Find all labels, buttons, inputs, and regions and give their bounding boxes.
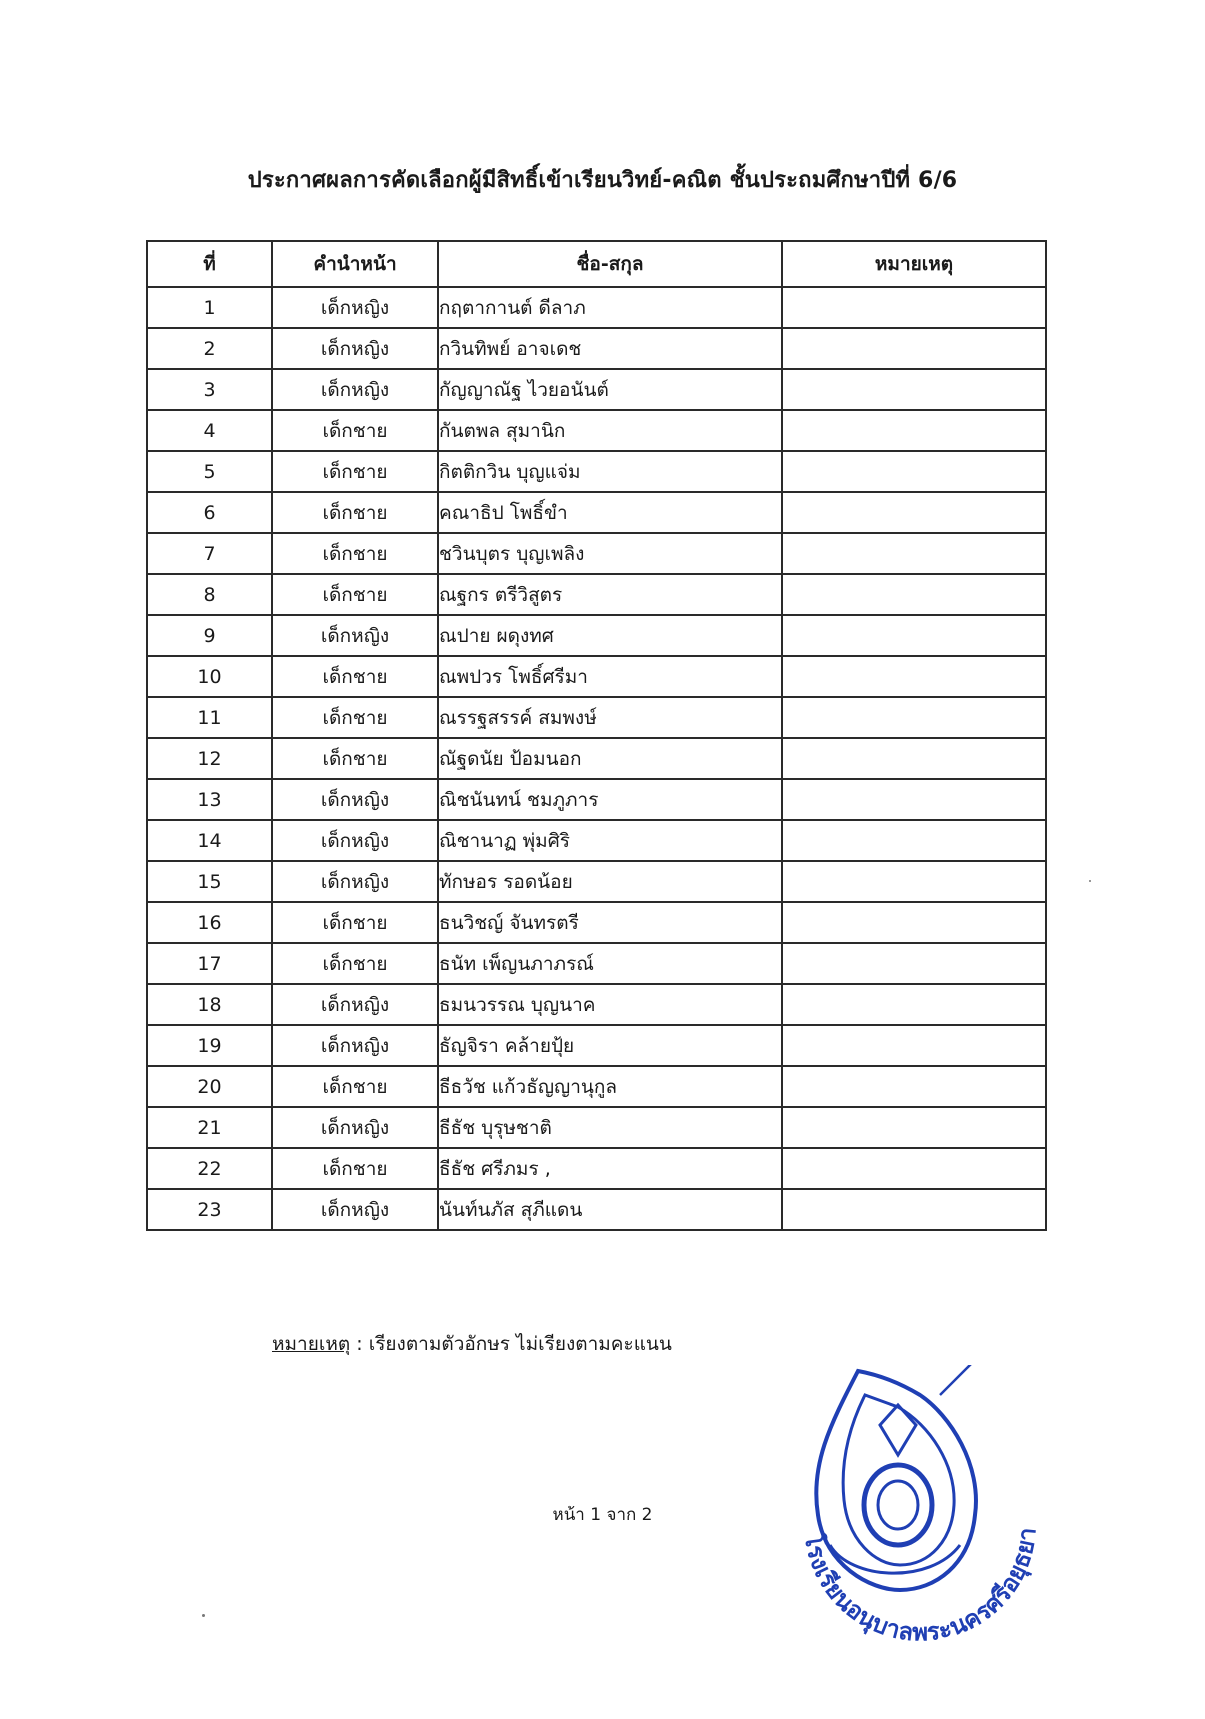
row-number: 20 xyxy=(147,1066,272,1107)
row-remark xyxy=(782,861,1046,902)
row-number: 4 xyxy=(147,410,272,451)
row-remark xyxy=(782,738,1046,779)
table-row xyxy=(147,820,1046,861)
row-remark xyxy=(782,328,1046,369)
row-prefix: เด็กหญิง xyxy=(272,779,438,820)
row-prefix: เด็กชาย xyxy=(272,410,438,451)
row-full-name: นันท์นภัส สุภีแดน xyxy=(438,1189,782,1230)
row-remark xyxy=(782,943,1046,984)
row-prefix: เด็กหญิง xyxy=(272,820,438,861)
table-row xyxy=(147,1025,1046,1066)
table-body xyxy=(147,287,1046,1230)
row-prefix: เด็กหญิง xyxy=(272,1107,438,1148)
row-full-name: ธีธัช บุรุษชาติ xyxy=(438,1107,782,1148)
row-remark xyxy=(782,1189,1046,1230)
table-row xyxy=(147,615,1046,656)
row-remark xyxy=(782,492,1046,533)
row-number: 5 xyxy=(147,451,272,492)
row-full-name: ณฐกร ตรีวิสูตร xyxy=(438,574,782,615)
footnote-text: เรียงตามตัวอักษร ไม่เรียงตามคะแนน xyxy=(368,1333,672,1355)
row-number: 8 xyxy=(147,574,272,615)
row-full-name: กัญญาณัฐ ไวยอนันต์ xyxy=(438,369,782,410)
row-remark xyxy=(782,574,1046,615)
header-number: ที่ xyxy=(147,241,272,287)
row-prefix: เด็กชาย xyxy=(272,574,438,615)
row-remark xyxy=(782,1025,1046,1066)
row-remark xyxy=(782,533,1046,574)
row-full-name: ธีธัช ศรีภมร , xyxy=(438,1148,782,1189)
row-number: 2 xyxy=(147,328,272,369)
table-row xyxy=(147,656,1046,697)
row-prefix: เด็กหญิง xyxy=(272,984,438,1025)
row-number: 7 xyxy=(147,533,272,574)
row-full-name: ณิชานาฏ พุ่มศิริ xyxy=(438,820,782,861)
row-number: 6 xyxy=(147,492,272,533)
row-full-name: ณัฐดนัย ป้อมนอก xyxy=(438,738,782,779)
results-table xyxy=(146,240,1047,1231)
row-number: 18 xyxy=(147,984,272,1025)
row-number: 14 xyxy=(147,820,272,861)
row-prefix: เด็กหญิง xyxy=(272,328,438,369)
row-remark xyxy=(782,779,1046,820)
footnote xyxy=(272,1329,672,1359)
row-prefix: เด็กชาย xyxy=(272,738,438,779)
row-prefix: เด็กชาย xyxy=(272,1066,438,1107)
row-full-name: กวินทิพย์ อาจเดช xyxy=(438,328,782,369)
row-full-name: ธัญจิรา คล้ายปุ้ย xyxy=(438,1025,782,1066)
row-full-name: กันตพล สุมานิก xyxy=(438,410,782,451)
table-row xyxy=(147,410,1046,451)
row-prefix: เด็กชาย xyxy=(272,697,438,738)
row-number: 3 xyxy=(147,369,272,410)
table-header-row xyxy=(147,241,1046,287)
row-number: 11 xyxy=(147,697,272,738)
table-row xyxy=(147,1107,1046,1148)
stamp-text: โรงเรียนอนุบาลพระนครศรีอยุธยา xyxy=(798,1526,1042,1647)
row-prefix: เด็กชาย xyxy=(272,492,438,533)
footnote-colon: : xyxy=(356,1333,363,1355)
row-full-name: ชวินบุตร บุญเพลิง xyxy=(438,533,782,574)
row-full-name: ธนวิชญ์ จันทรตรี xyxy=(438,902,782,943)
table-row xyxy=(147,738,1046,779)
row-remark xyxy=(782,369,1046,410)
row-number: 22 xyxy=(147,1148,272,1189)
row-remark xyxy=(782,697,1046,738)
row-remark xyxy=(782,287,1046,328)
row-full-name: ณิชนันทน์ ชมภูภาร xyxy=(438,779,782,820)
table-row xyxy=(147,1148,1046,1189)
row-prefix: เด็กชาย xyxy=(272,533,438,574)
row-full-name: ณปาย ผดุงทศ xyxy=(438,615,782,656)
row-full-name: ธมนวรรณ บุญนาค xyxy=(438,984,782,1025)
row-full-name: กฤตากานต์ ดีลาภ xyxy=(438,287,782,328)
table-row xyxy=(147,1066,1046,1107)
row-prefix: เด็กหญิง xyxy=(272,1189,438,1230)
table-row xyxy=(147,492,1046,533)
table-row xyxy=(147,861,1046,902)
row-prefix: เด็กชาย xyxy=(272,902,438,943)
row-prefix: เด็กหญิง xyxy=(272,287,438,328)
row-prefix: เด็กหญิง xyxy=(272,369,438,410)
row-prefix: เด็กหญิง xyxy=(272,861,438,902)
row-remark xyxy=(782,615,1046,656)
school-seal-stamp xyxy=(770,1365,1070,1705)
row-number: 1 xyxy=(147,287,272,328)
row-number: 16 xyxy=(147,902,272,943)
row-remark xyxy=(782,1066,1046,1107)
row-prefix: เด็กชาย xyxy=(272,451,438,492)
row-prefix: เด็กหญิง xyxy=(272,1025,438,1066)
row-number: 10 xyxy=(147,656,272,697)
table-row xyxy=(147,943,1046,984)
row-remark xyxy=(782,1107,1046,1148)
row-remark xyxy=(782,656,1046,697)
table-row xyxy=(147,697,1046,738)
scan-speck xyxy=(1089,880,1091,882)
row-remark xyxy=(782,410,1046,451)
table-row xyxy=(147,451,1046,492)
row-remark xyxy=(782,1148,1046,1189)
row-full-name: ณรรฐสรรค์ สมพงษ์ xyxy=(438,697,782,738)
page-title: ประกาศผลการคัดเลือกผู้มีสิทธิ์เข้าเรียนวิทย์-คณิต ชั้นประถมศึกษาปีที่ 6/6 xyxy=(247,168,958,193)
row-prefix: เด็กชาย xyxy=(272,656,438,697)
table-row xyxy=(147,984,1046,1025)
table-row xyxy=(147,533,1046,574)
table-row xyxy=(147,1189,1046,1230)
header-prefix: คำนำหน้า xyxy=(272,241,438,287)
row-number: 17 xyxy=(147,943,272,984)
header-full-name: ชื่อ-สกุล xyxy=(438,241,782,287)
table-row xyxy=(147,779,1046,820)
row-full-name: ณพปวร โพธิ์ศรีมา xyxy=(438,656,782,697)
row-prefix: เด็กชาย xyxy=(272,943,438,984)
row-number: 12 xyxy=(147,738,272,779)
row-full-name: ธนัท เพ็ญนภาภรณ์ xyxy=(438,943,782,984)
row-full-name: กิตติกวิน บุญแจ่ม xyxy=(438,451,782,492)
row-number: 15 xyxy=(147,861,272,902)
row-number: 9 xyxy=(147,615,272,656)
row-full-name: คณาธิป โพธิ์ขำ xyxy=(438,492,782,533)
table-row xyxy=(147,902,1046,943)
row-number: 13 xyxy=(147,779,272,820)
row-prefix: เด็กชาย xyxy=(272,1148,438,1189)
table-row xyxy=(147,287,1046,328)
scan-speck xyxy=(202,1614,205,1617)
row-number: 19 xyxy=(147,1025,272,1066)
row-full-name: ธีธวัช แก้วธัญญานุกูล xyxy=(438,1066,782,1107)
table-row xyxy=(147,574,1046,615)
table-row xyxy=(147,369,1046,410)
row-prefix: เด็กหญิง xyxy=(272,615,438,656)
row-remark xyxy=(782,984,1046,1025)
header-remark: หมายเหตุ xyxy=(782,241,1046,287)
table-row xyxy=(147,328,1046,369)
footnote-label: หมายเหตุ xyxy=(272,1333,351,1355)
row-full-name: ทักษอร รอดน้อย xyxy=(438,861,782,902)
row-remark xyxy=(782,451,1046,492)
row-remark xyxy=(782,820,1046,861)
page-number: หน้า 1 จาก 2 xyxy=(552,1505,653,1525)
row-remark xyxy=(782,902,1046,943)
row-number: 21 xyxy=(147,1107,272,1148)
row-number: 23 xyxy=(147,1189,272,1230)
